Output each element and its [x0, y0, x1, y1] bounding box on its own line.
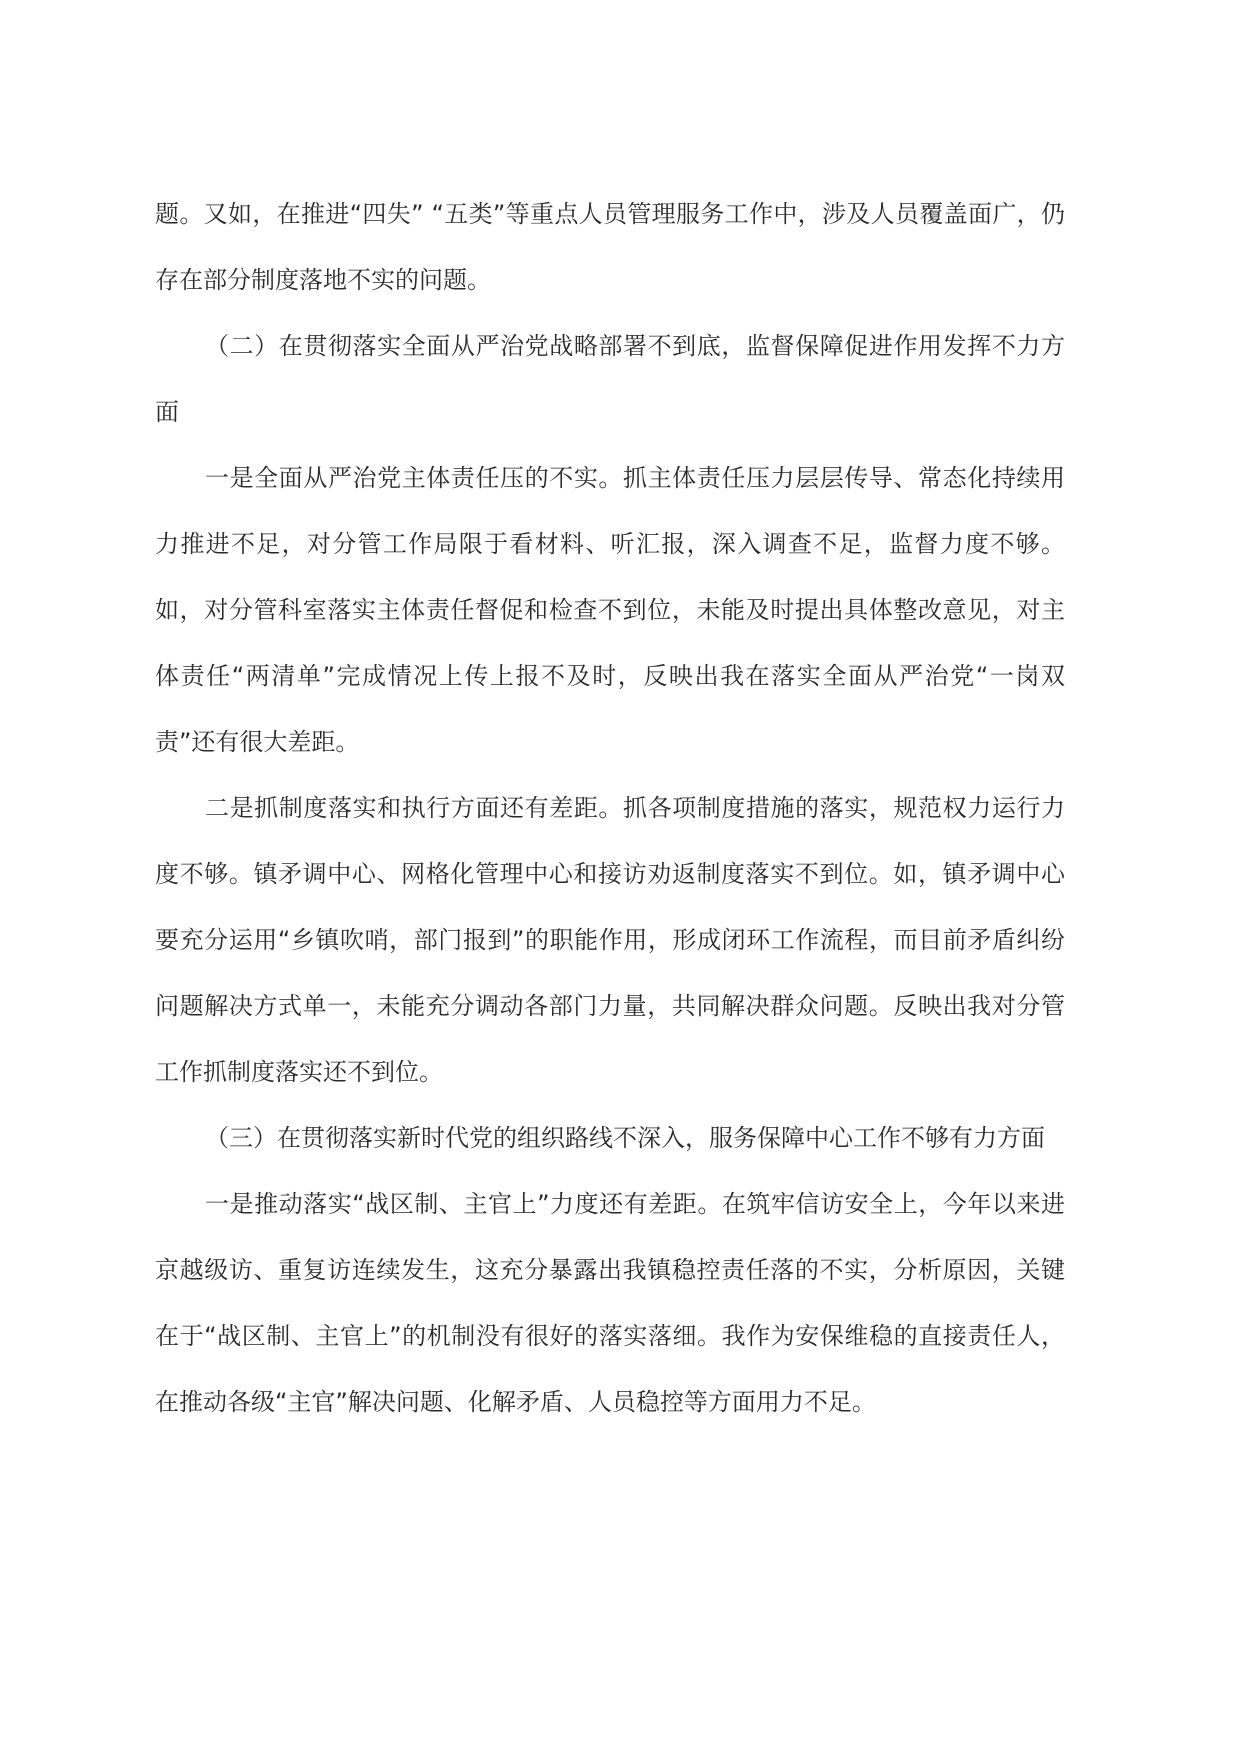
paragraph-point-2: 二是抓制度落实和执行方面还有差距。抓各项制度措施的落实，规范权力运行力度不够。镇矛调中心、网格化管理中心和接访劝返制度落实不到位。如，镇矛调中心要充分运用“乡镇吹哨，部门报到”的职能作用，形成闭环工作流程，而目前矛盾纠纷问题解决方式单一，未能充分调动各部门力量，共同解决群众问题。反映出我对分管工作抓制度落实还不到位。 — [155, 794, 1065, 1086]
paragraph-point-1: 一是全面从严治党主体责任压的不实。抓主体责任压力层层传导、常态化持续用力推进不足，对分管工作局限于看材料、听汇报，深入调查不足，监督力度不够。如，对分管科室落实主体责任督促和检查不到位，未能及时提出具体整改意见，对主体责任“两清单”完成情况上传上报不及时，反映出我在落实全面从严治党“一岗双责”还有很大差距。 — [155, 464, 1065, 756]
section-heading-3: （三）在贯彻落实新时代党的组织路线不深入，服务保障中心工作不够有力方面 — [205, 1124, 1045, 1152]
section-heading-2: （二）在贯彻落实全面从严治党战略部署不到底，监督保障促进作用发挥不力方面 — [155, 332, 1065, 426]
paragraph-continuation: 题。又如，在推进“四失” “五类”等重点人员管理服务工作中，涉及人员覆盖面广，仍存在部分制度落地不实的问题。 — [155, 200, 1065, 294]
document-page — [155, 181, 1065, 1435]
paragraph-point-3: 一是推动落实“战区制、主官上”力度还有差距。在筑牢信访安全上，今年以来进京越级访、重复访连续发生，这充分暴露出我镇稳控责任落的不实，分析原因，关键在于“战区制、主官上”的机制没有很好的落实落细。我作为安保维稳的直接责任人，在推动各级“主官”解决问题、化解矛盾、人员稳控等方面用力不足。 — [155, 1190, 1065, 1416]
